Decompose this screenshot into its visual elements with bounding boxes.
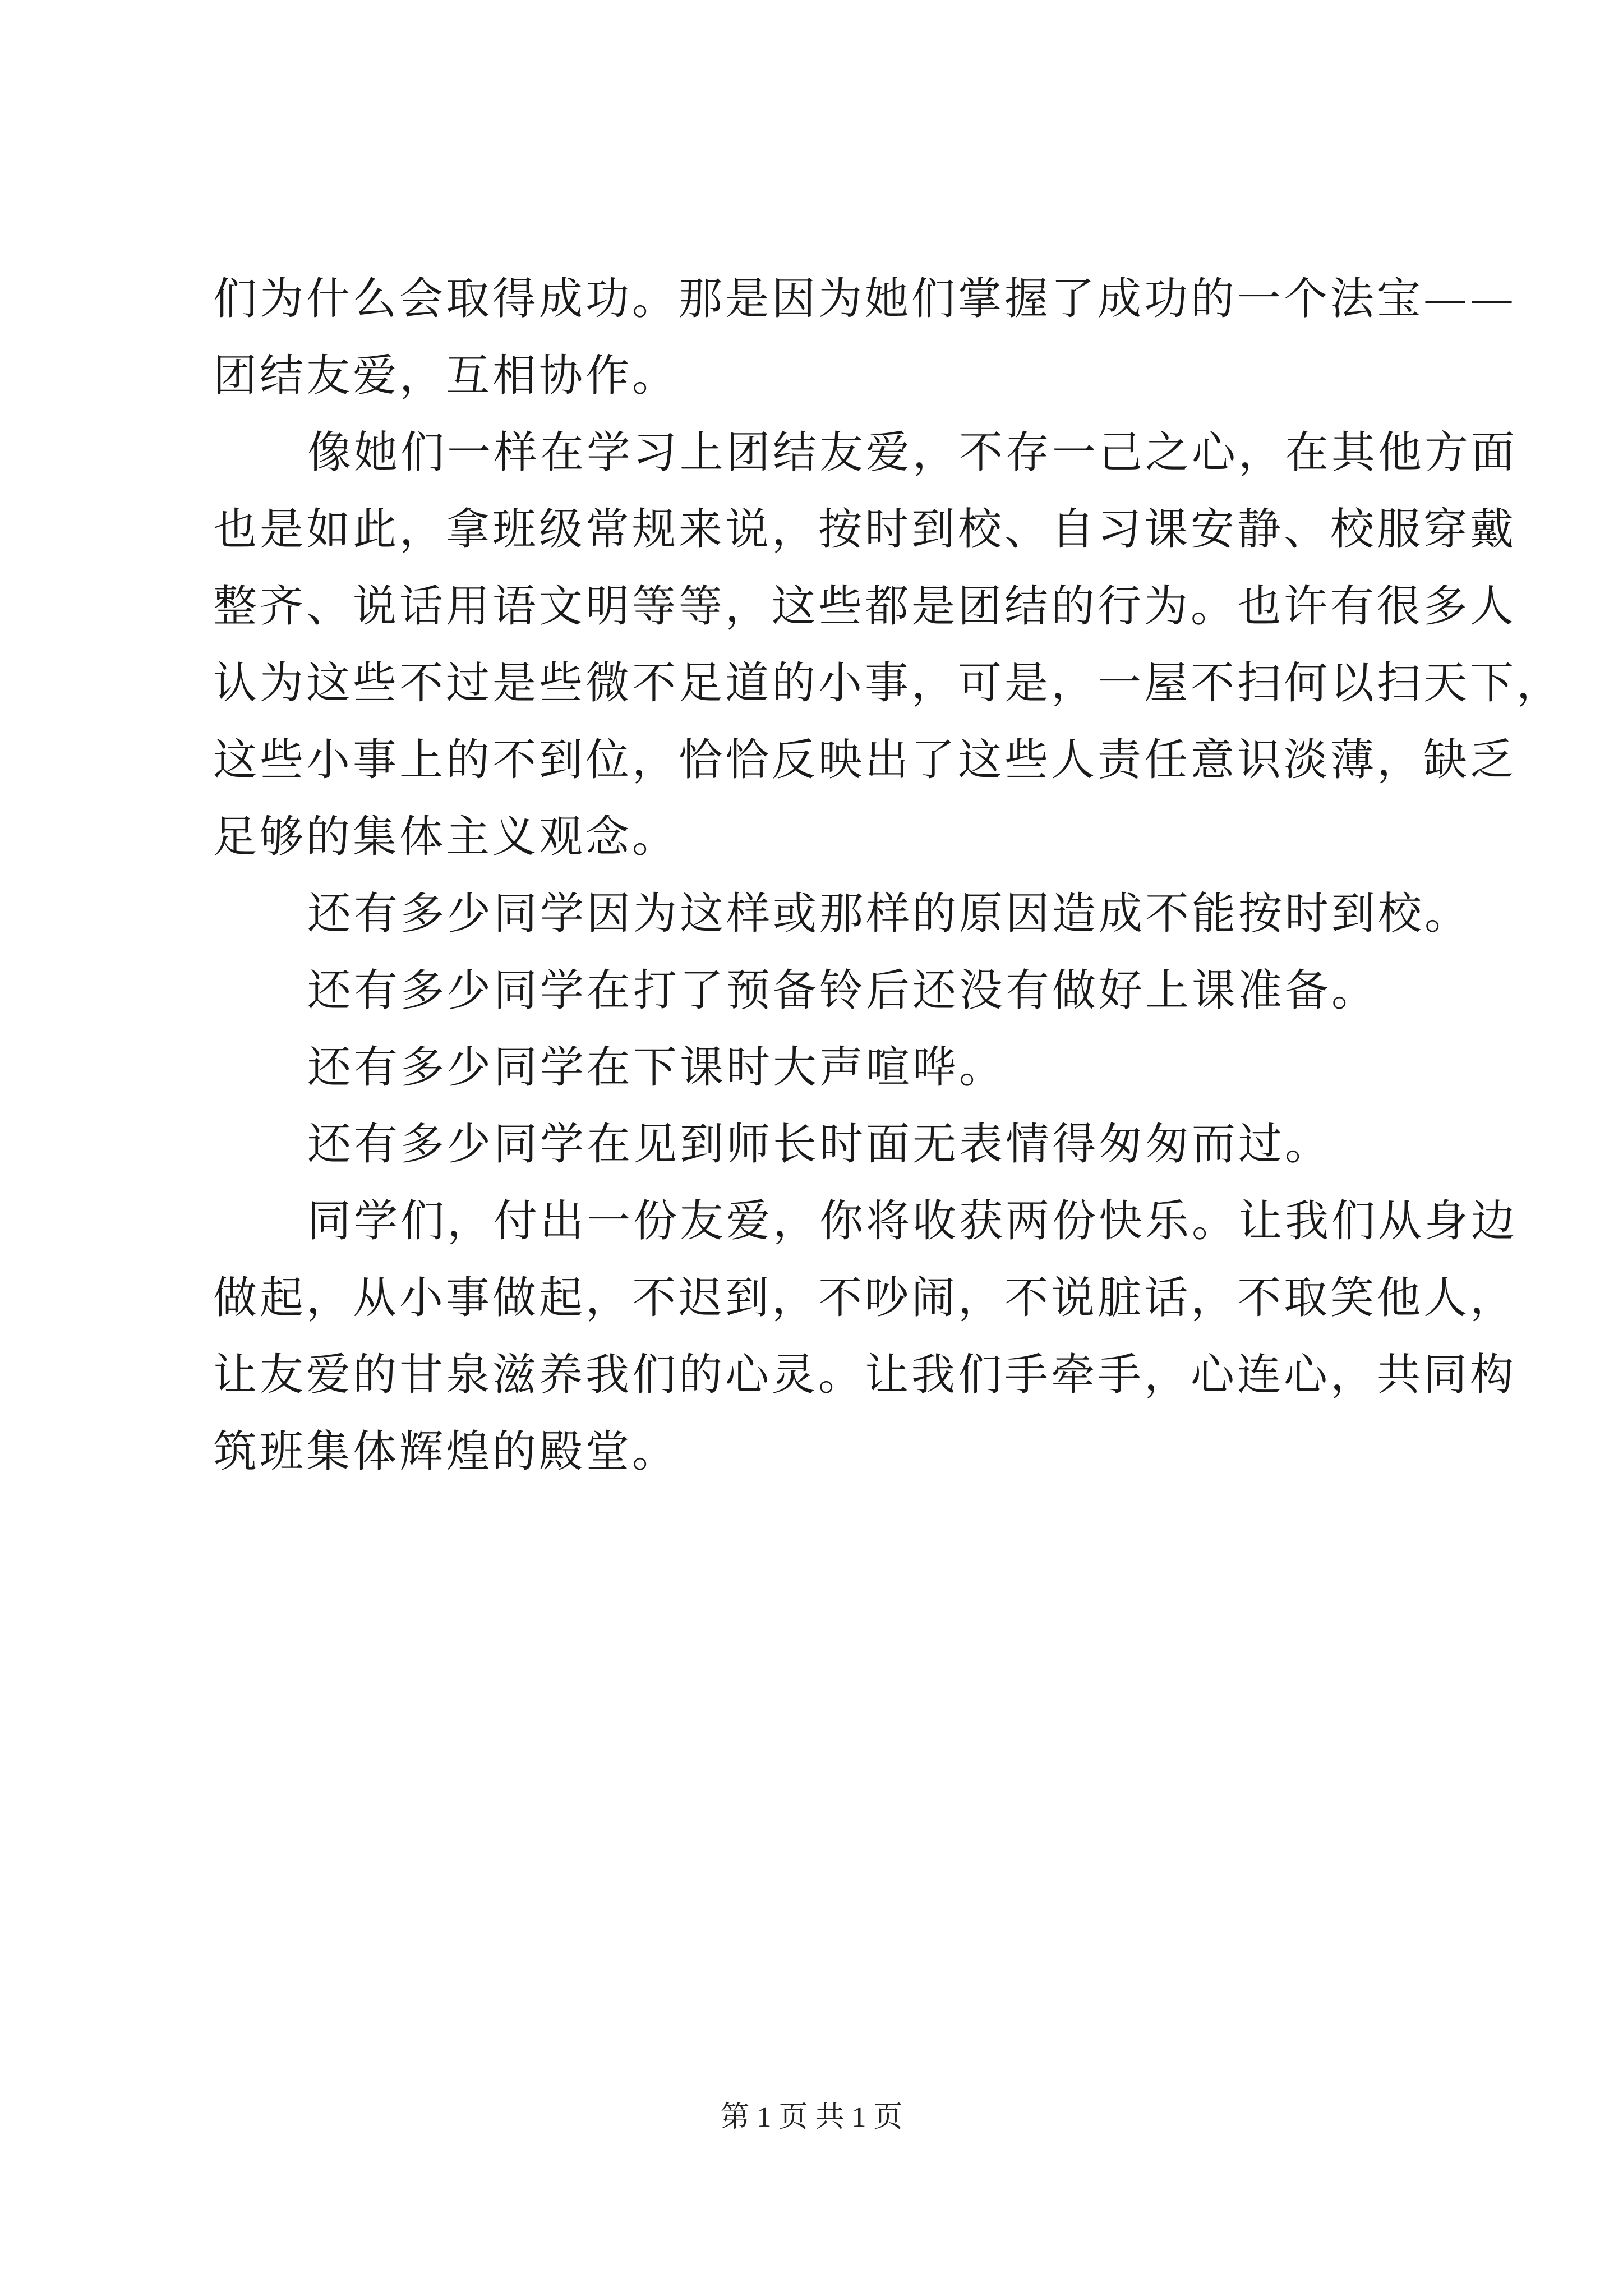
text-line: 还有多少同学在见到师长时面无表情得匆匆而过。 <box>307 1119 1332 1170</box>
text-line: 筑班集体辉煌的殿堂。 <box>213 1427 679 1477</box>
text-line: 也是如此，拿班级常规来说，按时到校、自习课安静、校服穿戴 <box>213 504 1517 555</box>
text-line: 还有多少同学因为这样或那样的原因造成不能按时到校。 <box>307 889 1472 939</box>
page-number-footer: 第 1 页 共 1 页 <box>720 2101 903 2133</box>
text-line: 像她们一样在学习上团结友爱，不存一己之心，在其他方面 <box>307 427 1518 478</box>
text-line: 这些小事上的不到位，恰恰反映出了这些人责任意识淡薄，缺乏 <box>213 735 1517 785</box>
text-line: 足够的集体主义观念。 <box>213 812 679 862</box>
text-line: 们为什么会取得成功。那是因为她们掌握了成功的一个法宝—— <box>213 274 1517 324</box>
document-body <box>213 261 1564 1490</box>
text-line: 做起，从小事做起，不迟到，不吵闹，不说脏话，不取笑他人， <box>213 1273 1517 1323</box>
text-line: 还有多少同学在打了预备铃后还没有做好上课准备。 <box>307 965 1378 1016</box>
text-line: 认为这些不过是些微不足道的小事，可是，一屋不扫何以扫天下， <box>213 658 1564 708</box>
text-line: 让友爱的甘泉滋养我们的心灵。让我们手牵手，心连心，共同构 <box>213 1350 1517 1400</box>
text-line: 同学们，付出一份友爱，你将收获两份快乐。让我们从身边 <box>307 1196 1518 1246</box>
text-line: 还有多少同学在下课时大声喧哗。 <box>307 1042 1006 1093</box>
text-line: 团结友爱，互相协作。 <box>213 351 679 401</box>
text-line: 整齐、说话用语文明等等，这些都是团结的行为。也许有很多人 <box>213 581 1517 632</box>
